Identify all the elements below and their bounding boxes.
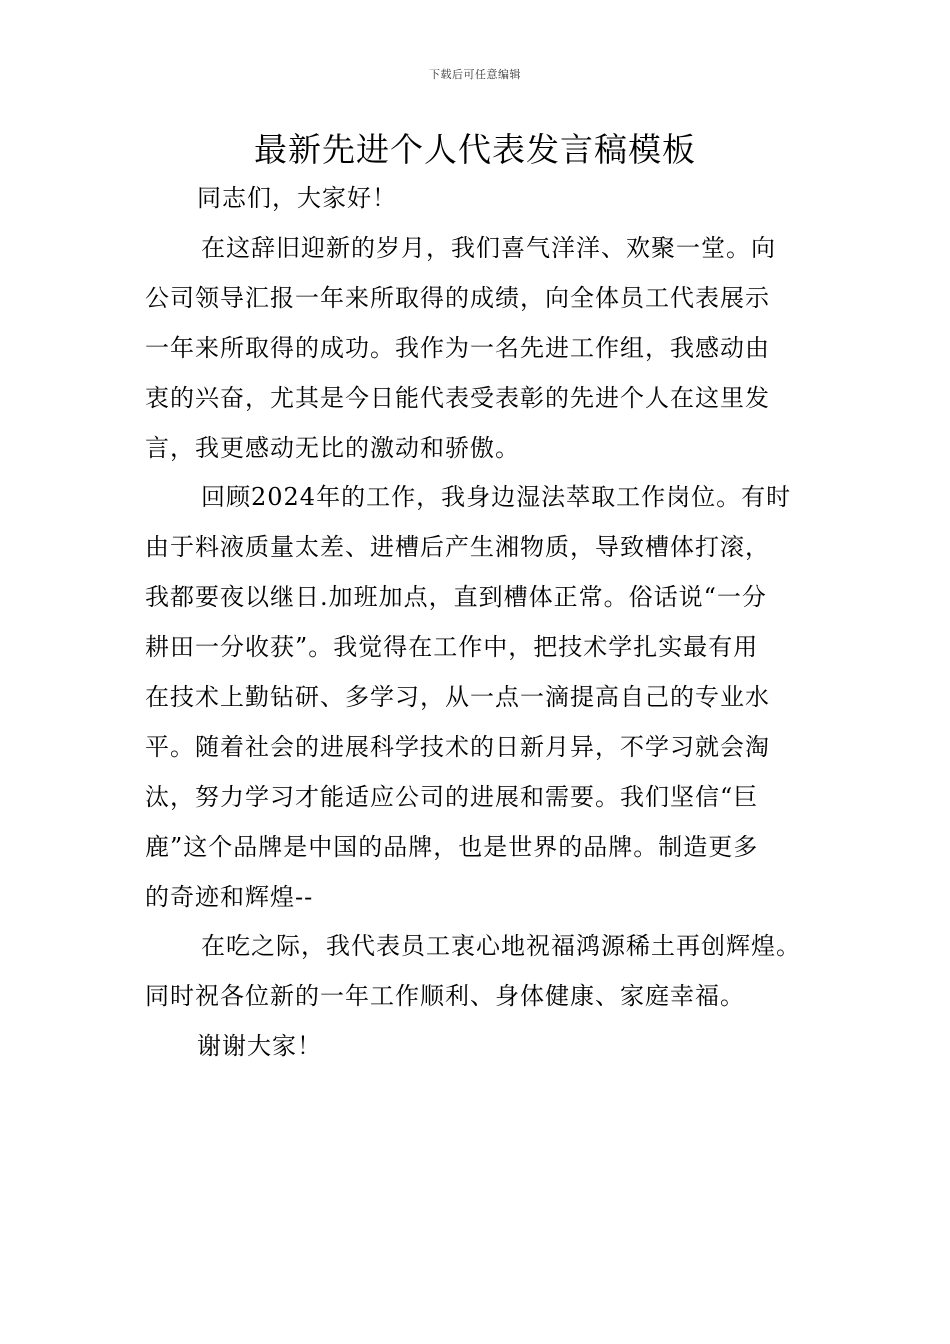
paragraph-line: 我都要夜以继日.加班加点，直到槽体正常。俗话说“一分 (145, 583, 767, 611)
greeting-line: 同志们，大家好！ (197, 184, 397, 212)
paragraph-line: 鹿”这个品牌是中国的品牌，也是世界的品牌。制造更多 (145, 833, 759, 861)
paragraph-2 (145, 472, 815, 922)
paragraph-3 (145, 921, 815, 1021)
paragraph-line: 同时祝各位新的一年工作顺利、身体健康、家庭幸福。 (145, 982, 745, 1010)
paragraph-line: 回顾2024年的工作，我身边湿法萃取工作岗位。有时 (201, 483, 792, 511)
paragraph-line: 平。随着社会的进展科学技术的日新月异，不学习就会淘 (145, 733, 770, 761)
greeting-paragraph (145, 173, 815, 223)
paragraph-line: 言，我更感动无比的激动和骄傲。 (145, 434, 520, 462)
paragraph-line: 汰，努力学习才能适应公司的进展和需要。我们坚信“巨 (145, 783, 759, 811)
closing-line: 谢谢大家！ (197, 1032, 322, 1060)
paragraph-line: 一年来所取得的成功。我作为一名先进工作组，我感动由 (145, 334, 770, 362)
paragraph-line: 耕田一分收获”。我觉得在工作中，把技术学扎实最有用 (145, 633, 759, 661)
paragraph-line: 衷的兴奋，尤其是今日能代表受表彰的先进个人在这里发 (145, 384, 770, 412)
paragraph-line: 由于料液质量太差、进槽后产生湘物质，导致槽体打滚， (145, 533, 770, 561)
header-note: 下载后可任意编辑 (429, 68, 521, 81)
paragraph-1 (145, 223, 815, 473)
paragraph-line: 在吃之际，我代表员工衷心地祝福鸿源稀土再创辉煌。 (201, 932, 801, 960)
paragraph-line: 在技术上勤钻研、多学习，从一点一滴提高自己的专业水 (145, 683, 770, 711)
paragraph-line: 的奇迹和辉煌-- (145, 883, 314, 911)
paragraph-line: 公司领导汇报一年来所取得的成绩，向全体员工代表展示 (145, 284, 770, 312)
paragraph-line: 在这辞旧迎新的岁月，我们喜气洋洋、欢聚一堂。向 (201, 234, 776, 262)
document-title: 最新先进个人代表发言稿模板 (254, 130, 696, 169)
closing-paragraph (145, 1021, 815, 1071)
